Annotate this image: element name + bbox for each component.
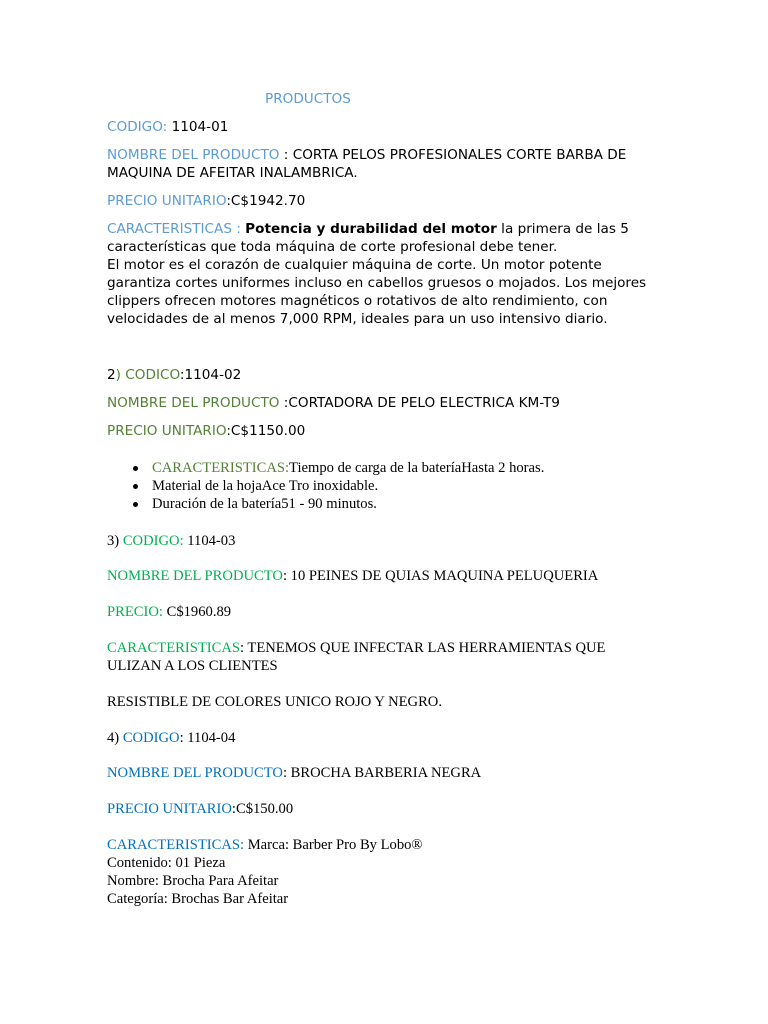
p4-precio-value: :C$150.00: [231, 801, 294, 817]
p4-codigo-label: CODIGO: [122, 730, 180, 746]
p4-number: 4): [107, 730, 123, 746]
p1-nombre: [107, 146, 647, 182]
p4-caract-line-3: Nombre: Brocha Para Afeitar: [107, 873, 279, 889]
p3-precio: [107, 603, 667, 621]
p4-caract-marca: Marca: Barber Pro By Lobo®: [244, 837, 423, 853]
p2-caract-list: [107, 459, 672, 513]
p2-number: 2: [107, 367, 116, 383]
p1-caract-label: CARACTERISTICAS :: [107, 221, 246, 237]
p2-codigo: [107, 366, 667, 384]
p3-number: 3): [107, 533, 123, 549]
p3-caract-label: CARACTERISTICAS: [107, 640, 240, 656]
p4-precio: [107, 800, 667, 818]
p3-nombre-value: : 10 PEINES DE QUIAS MAQUINA PELUQUERIA: [282, 568, 599, 584]
p1-nombre-value: : CORTA PELOS PROFESIONALES CORTE BARBA DE MAQUINA DE AFEITAR INALAMBRICA.: [107, 147, 627, 181]
p2-precio-value: :C$1150.00: [226, 423, 306, 439]
p3-codigo: [107, 532, 667, 550]
p1-codigo: [107, 118, 667, 136]
p1-caracteristicas: [107, 220, 662, 328]
list-item: [152, 477, 672, 495]
p3-extra: RESISTIBLE DE COLORES UNICO ROJO Y NEGRO.: [107, 694, 442, 710]
page-title: PRODUCTOS: [265, 91, 351, 107]
p1-precio: [107, 192, 667, 210]
p4-codigo: [107, 729, 667, 747]
p1-precio-label: PRECIO UNITARIO: [107, 193, 227, 209]
p3-nombre: [107, 567, 667, 585]
p2-bullet-2: Material de la hojaAce Tro inoxidable.: [152, 478, 379, 494]
p1-caract-intro: [107, 220, 662, 256]
p3-caract-value: : TENEMOS QUE INFECTAR LAS HERRAMIENTAS QUE ULIZAN A LOS CLIENTES: [107, 640, 606, 674]
p3-codigo-value: 1104-03: [183, 533, 236, 549]
p2-codigo-label: ) CODICO: [115, 367, 180, 383]
p4-caract-line-4: Categoría: Brochas Bar Afeitar: [107, 891, 289, 907]
p3-precio-value: C$1960.89: [162, 604, 232, 620]
p3-codigo-label: CODIGO:: [122, 533, 184, 549]
p2-nombre-value: :CORTADORA DE PELO ELECTRICA KM-T9: [279, 395, 560, 411]
p4-nombre-value: : BROCHA BARBERIA NEGRA: [282, 765, 482, 781]
p2-nombre: [107, 394, 667, 412]
p4-caracteristicas: [107, 836, 667, 908]
p4-nombre-label: NOMBRE DEL PRODUCTO: [107, 765, 283, 781]
p1-caract-text: la primera de las 5 características que toda máquina de corte profesional debe tener.: [107, 221, 629, 255]
p2-nombre-label: NOMBRE DEL PRODUCTO: [107, 395, 280, 411]
p2-caract-label: CARACTERISTICAS:: [152, 460, 290, 476]
p4-precio-label: PRECIO UNITARIO: [107, 801, 232, 817]
p4-caract-line-1: [107, 836, 667, 854]
p1-caract-bold: Potencia y durabilidad del motor: [245, 221, 497, 237]
p1-precio-value: :C$1942.70: [226, 193, 306, 209]
p3-precio-label: PRECIO:: [107, 604, 163, 620]
p2-precio: [107, 422, 667, 440]
p4-caract-label: CARACTERISTICAS:: [107, 837, 245, 853]
p4-caract-line-2: Contenido: 01 Pieza: [107, 855, 226, 871]
p1-codigo-label: CODIGO:: [107, 119, 168, 135]
p3-caracteristicas: [107, 639, 652, 675]
p4-nombre: [107, 764, 667, 782]
p2-bullet-3: Duración de la batería51 - 90 minutos.: [152, 496, 377, 512]
p3-nombre-label: NOMBRE DEL PRODUCTO: [107, 568, 283, 584]
list-item: [152, 459, 672, 477]
p1-codigo-value: 1104-01: [167, 119, 229, 135]
p2-precio-label: PRECIO UNITARIO: [107, 423, 227, 439]
list-item: [152, 495, 672, 513]
p4-codigo-value: : 1104-04: [179, 730, 236, 746]
p2-bullet-1: Tiempo de carga de la bateríaHasta 2 horas.: [289, 460, 545, 476]
p1-nombre-label: NOMBRE DEL PRODUCTO: [107, 147, 280, 163]
p1-caract-paragraph: El motor es el corazón de cualquier máquina de corte. Un motor potente garantiza cortes uniformes incluso en cabellos gruesos o mojados. Los mejores clippers ofrecen motores magnéticos o rotativos de alto rendimiento, con velocidades de al menos 7,000 RPM, ideales para un uso intensivo diario.: [107, 257, 647, 327]
p2-codigo-value: :1104-02: [179, 367, 242, 383]
